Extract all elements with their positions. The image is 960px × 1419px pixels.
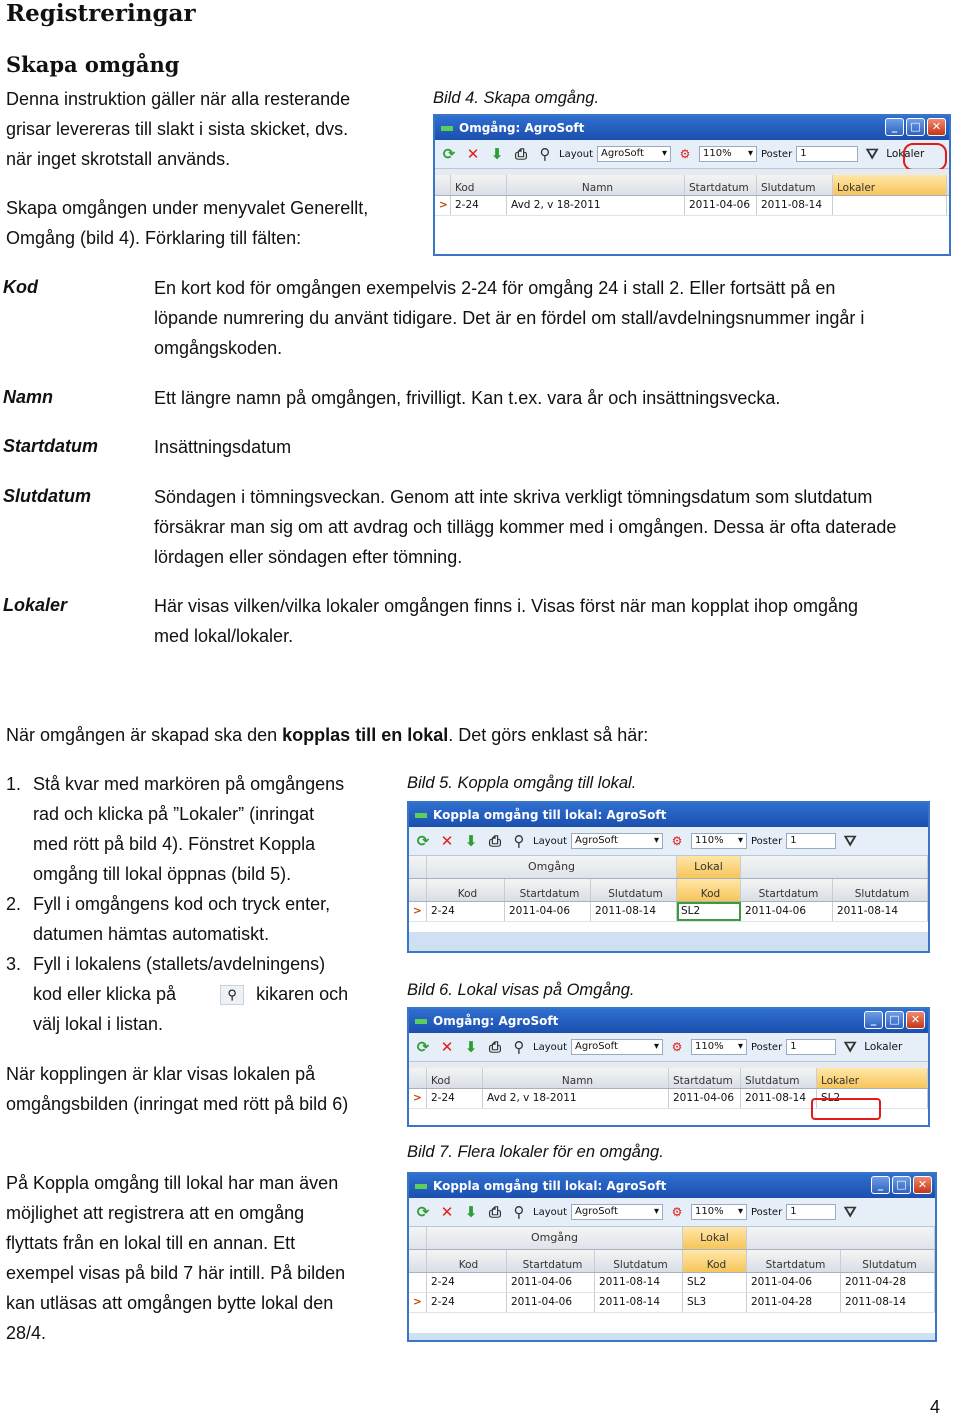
section-title: Skapa omgång — [6, 52, 180, 77]
def-line: En kort kod för omgången exempelvis 2-24 för omgång 24 i stall 2. Eller fortsätt på en — [154, 278, 836, 298]
page-number: 4 — [930, 1397, 941, 1417]
print-icon[interactable]: ⎙ — [488, 1203, 501, 1221]
connect-intro — [6, 720, 648, 750]
intro-line: grisar levereras till slakt i sista skicket, dvs. — [6, 119, 349, 139]
cell-startdatum[interactable]: 2011-04-06 — [507, 1273, 595, 1292]
print-icon[interactable]: ⎙ — [488, 1038, 501, 1056]
def-kod — [154, 273, 864, 363]
window-titlebar — [435, 116, 949, 140]
cell-lokal-startdatum[interactable]: 2011-04-06 — [747, 1273, 841, 1292]
cell-slutdatum[interactable]: 2011-08-14 — [595, 1293, 683, 1312]
binoculars-icon[interactable]: ⚲ — [513, 832, 525, 850]
cell-slutdatum[interactable]: 2011-08-14 — [591, 902, 677, 921]
refresh-icon[interactable]: ⟳ — [416, 832, 430, 850]
text-line: kan utläsas att omgången bytte lokal den — [6, 1293, 334, 1313]
save-icon[interactable]: ⬇ — [490, 145, 504, 163]
chevron-down-icon: ▾ — [737, 1206, 743, 1217]
list-item: omgång till lokal öppnas (bild 5). — [33, 864, 292, 884]
chevron-down-icon: ▾ — [653, 1206, 659, 1217]
group-header — [409, 1227, 935, 1250]
minimize-icon[interactable]: _ — [871, 1176, 890, 1194]
lokaler-button[interactable]: Lokaler — [886, 148, 925, 160]
caption-bild4: Bild 4. Skapa omgång. — [433, 89, 600, 107]
def-slutdatum — [154, 482, 896, 572]
grid-header — [435, 175, 949, 196]
group-omgang: Omgång — [427, 856, 677, 878]
table-row[interactable] — [435, 196, 949, 216]
cell-kod[interactable]: 2-24 — [451, 196, 507, 215]
caption-bild7: Bild 7. Flera lokaler för en omgång. — [407, 1143, 664, 1161]
minimize-icon[interactable]: _ — [885, 118, 904, 136]
def-line: omgångskoden. — [154, 338, 283, 358]
settings-icon[interactable]: ⚙ — [671, 1205, 683, 1219]
zoom-select[interactable]: 110% ▾ — [691, 1039, 747, 1055]
poster-label: Poster — [751, 1041, 783, 1053]
list-item: kod eller klicka på ⚲ kikaren och — [33, 984, 349, 1004]
group-lokal: Lokal — [683, 1227, 747, 1249]
layout-select[interactable]: AgroSoft ▾ — [597, 146, 671, 162]
move-text — [6, 1168, 345, 1348]
group-header — [409, 856, 928, 879]
cell-lokaler[interactable]: SL2 — [817, 1089, 928, 1108]
chevron-down-icon: ▾ — [653, 1041, 659, 1052]
cell-kod[interactable]: 2-24 — [427, 1089, 483, 1108]
window-koppla — [407, 801, 930, 953]
app-logo-icon — [415, 1019, 427, 1024]
list-item: 3. Fyll i lokalens (stallets/avdelningens) — [6, 954, 326, 974]
cell-kod[interactable]: 2-24 — [427, 1273, 507, 1292]
cell-kod[interactable]: 2-24 — [427, 902, 505, 921]
poster-field[interactable]: 1 — [796, 146, 858, 162]
cell-slutdatum[interactable]: 2011-08-14 — [757, 196, 833, 215]
page-title: Registreringar — [6, 0, 196, 27]
print-icon[interactable]: ⎙ — [514, 145, 527, 163]
table-row[interactable] — [409, 902, 928, 922]
toolbar — [409, 1033, 928, 1062]
term-slutdatum: Slutdatum — [3, 486, 91, 506]
column-slutdatum[interactable]: Slutdatum — [595, 1250, 683, 1272]
cell-lokal-kod[interactable]: SL2 — [683, 1273, 747, 1292]
column-startdatum[interactable]: Startdatum — [505, 879, 591, 901]
cell-slutdatum[interactable]: 2011-08-14 — [741, 1089, 817, 1108]
grid-header — [409, 1068, 928, 1089]
cell-lokal-startdatum[interactable]: 2011-04-28 — [747, 1293, 841, 1312]
cell-startdatum[interactable]: 2011-04-06 — [685, 196, 757, 215]
column-kod[interactable]: Kod — [427, 1250, 507, 1272]
binoculars-icon: ⚲ — [220, 985, 244, 1005]
poster-field[interactable]: 1 — [786, 833, 836, 849]
list-item: datumen hämtas automatiskt. — [33, 924, 270, 944]
layout-select[interactable]: AgroSoft ▾ — [571, 833, 663, 849]
def-line: försäkrar man sig om att avdrag och tillägg kommer med i omgången. Dessa är ofta daterade — [154, 517, 897, 537]
koppla-grid-7 — [409, 1227, 935, 1333]
intro-text-2 — [6, 193, 368, 253]
cell-slutdatum[interactable]: 2011-08-14 — [595, 1273, 683, 1292]
column-lokal-slutdatum[interactable]: Slutdatum — [833, 879, 928, 901]
delete-icon[interactable]: ✕ — [440, 832, 454, 850]
layout-select[interactable]: AgroSoft ▾ — [571, 1039, 663, 1055]
def-lokaler — [154, 591, 858, 651]
maximize-icon[interactable]: □ — [892, 1176, 911, 1194]
poster-label: Poster — [761, 148, 793, 160]
intro-line: Omgång (bild 4). Förklaring till fälten: — [6, 228, 302, 248]
column-lokal-startdatum[interactable]: Startdatum — [741, 879, 833, 901]
window-title: Koppla omgång till lokal: AgroSoft — [433, 808, 667, 822]
maximize-icon[interactable]: □ — [885, 1011, 904, 1029]
window-titlebar — [409, 803, 928, 827]
koppla-grid — [409, 856, 928, 932]
intro-line: när inget skrotstall används. — [6, 149, 231, 169]
chevron-down-icon: ▾ — [661, 148, 667, 159]
column-lokal-kod[interactable]: Kod — [677, 879, 741, 901]
row-marker: > — [409, 1293, 427, 1312]
poster-label: Poster — [751, 1206, 783, 1218]
highlight-ring — [811, 1098, 881, 1120]
binoculars-icon[interactable]: ⚲ — [513, 1203, 525, 1221]
cell-startdatum[interactable]: 2011-04-06 — [505, 902, 591, 921]
app-logo-icon — [441, 126, 453, 131]
def-line: löpande numrering du använt tidigare. Det är en fördel om stall/avdelningsnummer ingår i — [154, 308, 865, 328]
term-kod: Kod — [3, 277, 38, 297]
zoom-select[interactable]: 110% ▾ — [691, 833, 747, 849]
intro-line: Denna instruktion gäller när alla resterande — [6, 89, 351, 109]
cell-kod[interactable]: 2-24 — [427, 1293, 507, 1312]
layout-select[interactable]: AgroSoft ▾ — [571, 1204, 663, 1220]
print-icon[interactable]: ⎙ — [488, 832, 501, 850]
refresh-icon[interactable]: ⟳ — [416, 1203, 430, 1221]
window-title: Omgång: AgroSoft — [459, 121, 585, 135]
window-title: Koppla omgång till lokal: AgroSoft — [433, 1179, 667, 1193]
chevron-down-icon: ▾ — [737, 835, 743, 846]
list-item: rad och klicka på ”Lokaler” (inringat — [33, 804, 315, 824]
def-namn — [154, 383, 780, 413]
column-namn[interactable]: Namn — [507, 175, 685, 195]
list-item: 2. Fyll i omgångens kod och tryck enter, — [6, 894, 331, 914]
column-kod[interactable]: Kod — [427, 1068, 483, 1088]
maximize-icon[interactable]: □ — [906, 118, 925, 136]
caption-bild5: Bild 5. Koppla omgång till lokal. — [407, 774, 637, 792]
def-startdatum — [154, 432, 291, 462]
def-line: Söndagen i tömningsveckan. Genom att inte skriva verkligt tömningsdatum som slutdatum — [154, 487, 873, 507]
column-startdatum[interactable]: Startdatum — [685, 175, 757, 195]
list-item: välj lokal i listan. — [33, 1014, 164, 1034]
app-logo-icon — [415, 813, 427, 818]
cell-startdatum[interactable]: 2011-04-06 — [507, 1293, 595, 1312]
intro-line: Skapa omgången under menyvalet Generellt, — [6, 198, 369, 218]
table-row[interactable] — [409, 1273, 935, 1293]
column-lokaler[interactable]: Lokaler — [817, 1068, 928, 1088]
zoom-select[interactable]: 110% ▾ — [699, 146, 757, 162]
poster-field[interactable]: 1 — [786, 1204, 836, 1220]
app-logo-icon — [415, 1184, 427, 1189]
term-startdatum: Startdatum — [3, 436, 99, 456]
cell-lokal-slutdatum[interactable]: 2011-04-28 — [841, 1273, 935, 1292]
layout-label: Layout — [533, 1206, 567, 1218]
term-lokaler: Lokaler — [3, 595, 68, 615]
highlight-ring — [903, 143, 947, 171]
settings-icon[interactable]: ⚙ — [671, 834, 683, 848]
text-line: På Koppla omgång till lokal har man även — [6, 1173, 339, 1193]
text-line: omgångsbilden (inringat med rött på bild 6) — [6, 1094, 349, 1114]
toolbar — [435, 140, 949, 169]
column-lokal-slutdatum[interactable]: Slutdatum — [841, 1250, 935, 1272]
column-slutdatum[interactable]: Slutdatum — [757, 175, 833, 195]
row-marker: > — [435, 196, 451, 215]
cell-lokal-slutdatum[interactable]: 2011-08-14 — [833, 902, 928, 921]
text-line: 28/4. — [6, 1323, 47, 1343]
window-omgang-6 — [407, 1007, 930, 1127]
def-line: lördagen eller söndagen efter tömning. — [154, 547, 463, 567]
layout-label: Layout — [533, 1041, 567, 1053]
def-line: Ett längre namn på omgången, frivilligt. Kan t.ex. vara år och insättningsvecka. — [154, 388, 781, 408]
caption-bild6: Bild 6. Lokal visas på Omgång. — [407, 981, 635, 999]
delete-icon[interactable]: ✕ — [440, 1203, 454, 1221]
layout-label: Layout — [533, 835, 567, 847]
steps-list — [6, 769, 348, 1039]
column-startdatum[interactable]: Startdatum — [507, 1250, 595, 1272]
binoculars-icon[interactable]: ⚲ — [513, 1038, 525, 1056]
close-icon[interactable]: ✕ — [913, 1176, 932, 1194]
cell-namn[interactable]: Avd 2, v 18-2011 — [483, 1089, 669, 1108]
refresh-icon[interactable]: ⟳ — [416, 1038, 430, 1056]
connect-intro-text: När omgången är skapad ska den — [6, 725, 283, 745]
save-icon[interactable]: ⬇ — [464, 1038, 478, 1056]
def-line: Insättningsdatum — [154, 437, 292, 457]
def-line: med lokal/lokaler. — [154, 626, 294, 646]
cell-namn[interactable]: Avd 2, v 18-2011 — [507, 196, 685, 215]
window-titlebar — [409, 1174, 935, 1198]
column-lokal-startdatum[interactable]: Startdatum — [747, 1250, 841, 1272]
filter-icon[interactable]: ⛛ — [843, 832, 857, 850]
cell-lokal-kod[interactable]: SL2 — [677, 902, 741, 921]
window-koppla-7 — [407, 1172, 937, 1342]
grid-header — [409, 879, 928, 902]
text-line: exempel visas på bild 7 här intill. På bilden — [6, 1263, 346, 1283]
minimize-icon[interactable]: _ — [864, 1011, 883, 1029]
refresh-icon[interactable]: ⟳ — [442, 145, 456, 163]
group-omgang: Omgång — [427, 1227, 683, 1249]
delete-icon[interactable]: ✕ — [440, 1038, 454, 1056]
column-namn[interactable]: Namn — [483, 1068, 669, 1088]
term-namn: Namn — [3, 387, 54, 407]
zoom-select[interactable]: 110% ▾ — [691, 1204, 747, 1220]
group-lokal: Lokal — [677, 856, 741, 878]
save-icon[interactable]: ⬇ — [464, 832, 478, 850]
connect-intro-bold: kopplas till en lokal — [282, 725, 449, 745]
window-titlebar — [409, 1009, 928, 1033]
column-lokal-kod[interactable]: Kod — [683, 1250, 747, 1272]
poster-label: Poster — [751, 835, 783, 847]
row-marker: > — [409, 902, 427, 921]
delete-icon[interactable]: ✕ — [466, 145, 480, 163]
chevron-down-icon: ▾ — [747, 148, 753, 159]
list-item: med rött på bild 4). Fönstret Koppla — [33, 834, 316, 854]
toolbar — [409, 1198, 935, 1227]
row-marker: > — [409, 1089, 427, 1108]
close-icon[interactable]: ✕ — [927, 118, 946, 136]
column-slutdatum[interactable]: Slutdatum — [591, 879, 677, 901]
poster-field[interactable]: 1 — [786, 1039, 836, 1055]
window-title: Omgång: AgroSoft — [433, 1014, 559, 1028]
close-icon[interactable]: ✕ — [906, 1011, 925, 1029]
text-line: möjlighet att registrera att en omgång — [6, 1203, 305, 1223]
omgang-grid — [435, 169, 949, 255]
settings-icon[interactable]: ⚙ — [671, 1040, 683, 1054]
filter-icon[interactable]: ⛛ — [843, 1038, 857, 1056]
toolbar — [409, 827, 928, 856]
chevron-down-icon: ▾ — [737, 1041, 743, 1052]
text-line: flyttats från en lokal till en annan. Ett — [6, 1233, 296, 1253]
chevron-down-icon: ▾ — [653, 835, 659, 846]
settings-icon[interactable]: ⚙ — [679, 147, 691, 161]
filter-icon[interactable]: ⛛ — [843, 1203, 857, 1221]
column-kod[interactable]: Kod — [451, 175, 507, 195]
cell-startdatum[interactable]: 2011-04-06 — [669, 1089, 741, 1108]
list-item: 1. Stå kvar med markören på omgångens — [6, 774, 345, 794]
text-line: När kopplingen är klar visas lokalen på — [6, 1064, 316, 1084]
cell-lokal-kod[interactable]: SL3 — [683, 1293, 747, 1312]
save-icon[interactable]: ⬇ — [464, 1203, 478, 1221]
column-kod[interactable]: Kod — [427, 879, 505, 901]
cell-lokal-slutdatum[interactable]: 2011-08-14 — [841, 1293, 935, 1312]
lokaler-button[interactable]: Lokaler — [864, 1041, 903, 1053]
window-omgang — [433, 114, 951, 256]
binoculars-icon[interactable]: ⚲ — [539, 145, 551, 163]
column-slutdatum[interactable]: Slutdatum — [741, 1068, 817, 1088]
cell-lokal-startdatum[interactable]: 2011-04-06 — [741, 902, 833, 921]
after-connect-text — [6, 1059, 348, 1119]
column-startdatum[interactable]: Startdatum — [669, 1068, 741, 1088]
grid-header — [409, 1250, 935, 1273]
def-line: Här visas vilken/vilka lokaler omgången finns i. Visas först när man kopplat ihop omgång — [154, 596, 859, 616]
cell-lokaler[interactable] — [833, 196, 947, 215]
column-lokaler[interactable]: Lokaler — [833, 175, 947, 195]
connect-intro-text: . Det görs enklast så här: — [448, 725, 649, 745]
layout-label: Layout — [559, 148, 593, 160]
filter-icon[interactable]: ⛛ — [865, 145, 879, 163]
intro-text — [6, 84, 350, 174]
table-row[interactable] — [409, 1293, 935, 1313]
